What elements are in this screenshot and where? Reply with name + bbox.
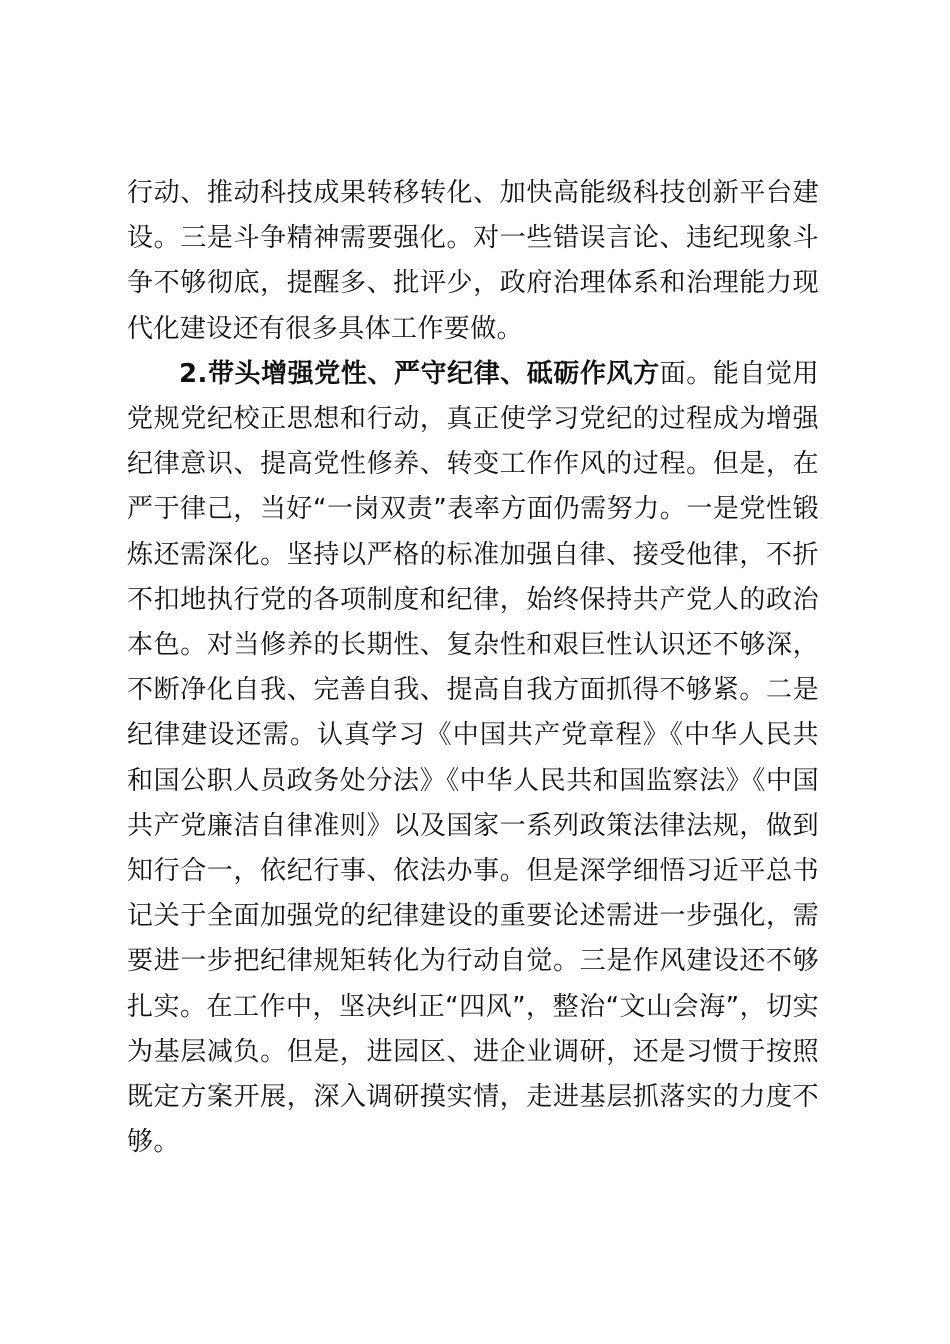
- paragraph-continued: 行动、推动科技成果转移转化、加快高能级科技创新平台建设。三是斗争精神需要强化。对一些错误言论、违纪现象斗争不够彻底，提醒多、批评少，政府治理体系和治理能力现代化建设还有很多具体工作要做。: [127, 178, 819, 344]
- section-2-body: 面。能自觉用党规党纪校正思想和行动，真正使学习党纪的过程成为增强纪律意识、提高党性修养、转变工作作风的过程。但是，在严于律己，当好“一岗双责”表率方面仍需努力。一是党性锻炼还需深化。坚持以严格的标准加强自律、接受他律，不折不扣地执行党的各项制度和纪律，始终保持共产党人的政治本色。对当修养的长期性、复杂性和艰巨性认识还不够深，不断净化自我、完善自我、提高自我方面抓得不够紧。二是纪律建设还需。认真学习《中国共产党章程》《中华人民共和国公职人员政务处分法》《中华人民共和国监察法》《中国共产党廉洁自律准则》以及国家一系列政策法律法规，做到知行合一，依纪行事、依法办事。但是深学细悟习近平总书记关于全面加强党的纪律建设的重要论述需进一步强化，需要进一步把纪律规矩转化为行动自觉。三是作风建设还不够扎实。在工作中，坚决纠正“四风”，整治“文山会海”，切实为基层减负。但是，进园区、进企业调研，还是习惯于按照既定方案开展，深入调研摸实情，走进基层抓落实的力度不够。: [127, 358, 819, 1158]
- section-2-heading: 2.带头增强党性、严守纪律、砥砺作风方: [179, 358, 660, 389]
- body-text: [127, 171, 819, 1165]
- paragraph-section-2: [127, 352, 819, 1166]
